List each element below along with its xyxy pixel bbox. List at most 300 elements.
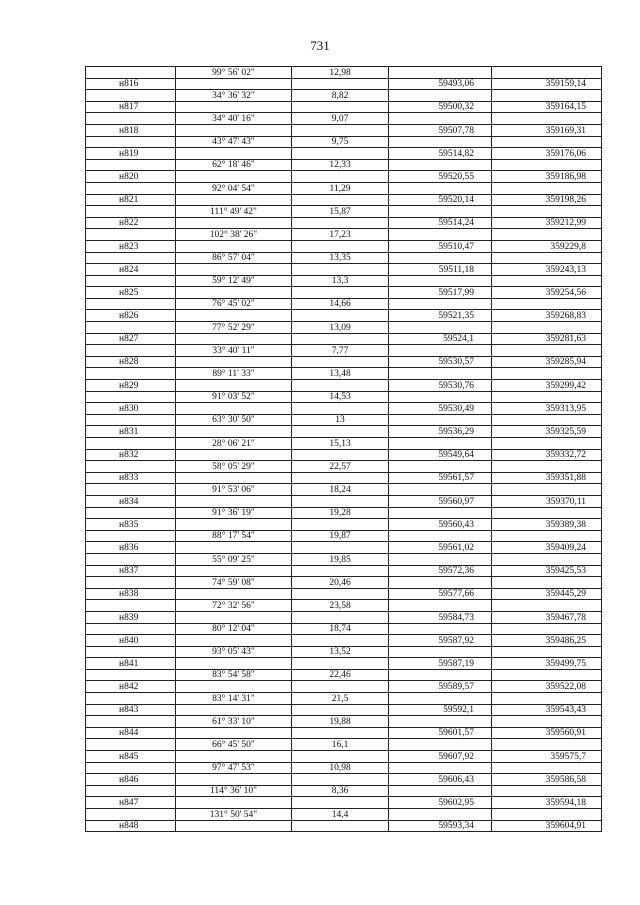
direction-angle-cell	[176, 565, 292, 577]
length-cell: 14,53	[292, 391, 389, 403]
point-name-cell: н837	[86, 565, 176, 577]
direction-angle-cell	[176, 194, 292, 206]
length-cell: 22,57	[292, 461, 389, 473]
length-cell	[292, 240, 389, 252]
length-cell: 13,3	[292, 275, 389, 287]
direction-angle-cell: 99° 56' 02"	[176, 67, 292, 79]
direction-angle-cell	[176, 171, 292, 183]
point-name-cell: н821	[86, 194, 176, 206]
direction-angle-cell	[176, 519, 292, 531]
y-coordinate-cell: 359212,99	[492, 217, 602, 229]
table-row	[86, 716, 602, 728]
table-row	[86, 101, 602, 113]
length-cell: 16,1	[292, 739, 389, 751]
point-name-cell	[86, 298, 176, 310]
y-coordinate-cell	[492, 762, 602, 774]
y-coordinate-cell	[492, 414, 602, 426]
table-row	[86, 704, 602, 716]
x-coordinate-cell: 59500,32	[389, 101, 492, 113]
point-name-cell	[86, 136, 176, 148]
length-cell	[292, 495, 389, 507]
x-coordinate-cell: 59536,29	[389, 426, 492, 438]
y-coordinate-cell	[492, 739, 602, 751]
length-cell: 8,36	[292, 785, 389, 797]
x-coordinate-cell: 59602,95	[389, 797, 492, 809]
x-coordinate-cell	[389, 530, 492, 542]
direction-angle-cell	[176, 264, 292, 276]
point-name-cell	[86, 391, 176, 403]
point-name-cell: н823	[86, 240, 176, 252]
length-cell: 9,75	[292, 136, 389, 148]
y-coordinate-cell	[492, 484, 602, 496]
y-coordinate-cell: 359425,53	[492, 565, 602, 577]
direction-angle-cell	[176, 495, 292, 507]
length-cell: 13,48	[292, 368, 389, 380]
direction-angle-cell	[176, 287, 292, 299]
y-coordinate-cell: 359467,78	[492, 611, 602, 623]
table-row	[86, 67, 602, 79]
direction-angle-cell: 77° 52' 29"	[176, 322, 292, 334]
y-coordinate-cell	[492, 693, 602, 705]
y-coordinate-cell: 359604,91	[492, 820, 602, 832]
x-coordinate-cell	[389, 623, 492, 635]
x-coordinate-cell	[389, 646, 492, 658]
direction-angle-cell: 63° 30' 50"	[176, 414, 292, 426]
y-coordinate-cell	[492, 809, 602, 821]
x-coordinate-cell: 59521,35	[389, 310, 492, 322]
length-cell: 13,35	[292, 252, 389, 264]
x-coordinate-cell	[389, 391, 492, 403]
direction-angle-cell: 86° 57' 04"	[176, 252, 292, 264]
direction-angle-cell: 58° 05' 29"	[176, 461, 292, 473]
x-coordinate-cell	[389, 600, 492, 612]
y-coordinate-cell: 359198,26	[492, 194, 602, 206]
x-coordinate-cell: 59520,55	[389, 171, 492, 183]
x-coordinate-cell	[389, 739, 492, 751]
table-row	[86, 507, 602, 519]
table-row	[86, 495, 602, 507]
table-row	[86, 739, 602, 751]
x-coordinate-cell: 59606,43	[389, 774, 492, 786]
table-row	[86, 426, 602, 438]
table-row	[86, 194, 602, 206]
y-coordinate-cell	[492, 252, 602, 264]
point-name-cell	[86, 716, 176, 728]
direction-angle-cell: 43° 47' 43"	[176, 136, 292, 148]
direction-angle-cell	[176, 217, 292, 229]
x-coordinate-cell	[389, 136, 492, 148]
y-coordinate-cell	[492, 136, 602, 148]
point-name-cell: н836	[86, 542, 176, 554]
y-coordinate-cell: 359409,24	[492, 542, 602, 554]
direction-angle-cell: 131° 50' 54"	[176, 809, 292, 821]
point-name-cell	[86, 345, 176, 357]
direction-angle-cell: 111° 49' 42"	[176, 206, 292, 218]
direction-angle-cell: 55° 09' 25"	[176, 553, 292, 565]
table-row	[86, 519, 602, 531]
x-coordinate-cell	[389, 345, 492, 357]
direction-angle-cell	[176, 588, 292, 600]
length-cell: 11,29	[292, 182, 389, 194]
table-row	[86, 90, 602, 102]
x-coordinate-cell	[389, 206, 492, 218]
direction-angle-cell: 62° 18' 46"	[176, 159, 292, 171]
y-coordinate-cell	[492, 577, 602, 589]
direction-angle-cell	[176, 78, 292, 90]
table-row	[86, 611, 602, 623]
length-cell	[292, 820, 389, 832]
y-coordinate-cell: 359229,8	[492, 240, 602, 252]
table-row	[86, 820, 602, 832]
table-row	[86, 356, 602, 368]
direction-angle-cell	[176, 751, 292, 763]
length-cell	[292, 449, 389, 461]
length-cell: 14,4	[292, 809, 389, 821]
table-row	[86, 681, 602, 693]
direction-angle-cell: 83° 14' 31"	[176, 693, 292, 705]
table-row	[86, 78, 602, 90]
table-row	[86, 646, 602, 658]
point-name-cell: н838	[86, 588, 176, 600]
table-row	[86, 391, 602, 403]
x-coordinate-cell: 59530,57	[389, 356, 492, 368]
point-name-cell: н827	[86, 333, 176, 345]
x-coordinate-cell	[389, 90, 492, 102]
x-coordinate-cell	[389, 507, 492, 519]
y-coordinate-cell: 359389,38	[492, 519, 602, 531]
length-cell: 18,24	[292, 484, 389, 496]
y-coordinate-cell	[492, 391, 602, 403]
direction-angle-cell: 72° 32' 56"	[176, 600, 292, 612]
direction-angle-cell: 76° 45' 02"	[176, 298, 292, 310]
table-row	[86, 600, 602, 612]
length-cell	[292, 101, 389, 113]
x-coordinate-cell	[389, 785, 492, 797]
point-name-cell	[86, 762, 176, 774]
point-name-cell: н835	[86, 519, 176, 531]
length-cell	[292, 658, 389, 670]
point-name-cell: н831	[86, 426, 176, 438]
direction-angle-cell	[176, 356, 292, 368]
length-cell: 14,66	[292, 298, 389, 310]
length-cell: 20,46	[292, 577, 389, 589]
x-coordinate-cell	[389, 322, 492, 334]
point-name-cell: н825	[86, 287, 176, 299]
x-coordinate-cell: 59493,06	[389, 78, 492, 90]
x-coordinate-cell	[389, 275, 492, 287]
point-name-cell: н828	[86, 356, 176, 368]
point-name-cell	[86, 507, 176, 519]
x-coordinate-cell: 59592,1	[389, 704, 492, 716]
direction-angle-cell: 74° 59' 08"	[176, 577, 292, 589]
point-name-cell: н829	[86, 380, 176, 392]
point-name-cell	[86, 414, 176, 426]
point-name-cell	[86, 809, 176, 821]
length-cell	[292, 148, 389, 160]
x-coordinate-cell: 59572,36	[389, 565, 492, 577]
point-name-cell: н833	[86, 472, 176, 484]
direction-angle-cell	[176, 403, 292, 415]
table-row	[86, 136, 602, 148]
point-name-cell: н843	[86, 704, 176, 716]
point-name-cell	[86, 252, 176, 264]
point-name-cell: н832	[86, 449, 176, 461]
table-row	[86, 252, 602, 264]
y-coordinate-cell: 359281,63	[492, 333, 602, 345]
point-name-cell	[86, 461, 176, 473]
x-coordinate-cell	[389, 159, 492, 171]
length-cell: 7,77	[292, 345, 389, 357]
x-coordinate-cell: 59607,92	[389, 751, 492, 763]
x-coordinate-cell	[389, 368, 492, 380]
x-coordinate-cell	[389, 484, 492, 496]
direction-angle-cell: 114° 36' 10"	[176, 785, 292, 797]
direction-angle-cell: 61° 33' 10"	[176, 716, 292, 728]
x-coordinate-cell	[389, 762, 492, 774]
length-cell: 8,82	[292, 90, 389, 102]
table-row	[86, 148, 602, 160]
y-coordinate-cell	[492, 646, 602, 658]
point-name-cell	[86, 90, 176, 102]
table-row	[86, 751, 602, 763]
point-name-cell	[86, 646, 176, 658]
length-cell	[292, 611, 389, 623]
table-row	[86, 182, 602, 194]
x-coordinate-cell: 59587,92	[389, 635, 492, 647]
y-coordinate-cell: 359186,98	[492, 171, 602, 183]
table-row	[86, 658, 602, 670]
length-cell	[292, 171, 389, 183]
length-cell	[292, 380, 389, 392]
x-coordinate-cell: 59589,57	[389, 681, 492, 693]
point-name-cell	[86, 113, 176, 125]
y-coordinate-cell: 359325,59	[492, 426, 602, 438]
point-name-cell	[86, 484, 176, 496]
x-coordinate-cell	[389, 553, 492, 565]
length-cell	[292, 333, 389, 345]
table-row	[86, 461, 602, 473]
y-coordinate-cell	[492, 623, 602, 635]
point-name-cell: н834	[86, 495, 176, 507]
direction-angle-cell	[176, 542, 292, 554]
y-coordinate-cell	[492, 275, 602, 287]
x-coordinate-cell: 59514,82	[389, 148, 492, 160]
direction-angle-cell	[176, 148, 292, 160]
table-row	[86, 484, 602, 496]
direction-angle-cell	[176, 124, 292, 136]
table-row	[86, 762, 602, 774]
direction-angle-cell: 88° 17' 54"	[176, 530, 292, 542]
direction-angle-cell: 33° 40' 11"	[176, 345, 292, 357]
length-cell: 9,07	[292, 113, 389, 125]
length-cell	[292, 635, 389, 647]
point-name-cell	[86, 275, 176, 287]
x-coordinate-cell: 59560,97	[389, 495, 492, 507]
length-cell	[292, 124, 389, 136]
x-coordinate-cell: 59524,1	[389, 333, 492, 345]
table-row	[86, 275, 602, 287]
table-row	[86, 623, 602, 635]
point-name-cell	[86, 553, 176, 565]
y-coordinate-cell: 359522,08	[492, 681, 602, 693]
point-name-cell: н844	[86, 727, 176, 739]
x-coordinate-cell	[389, 438, 492, 450]
x-coordinate-cell	[389, 693, 492, 705]
length-cell: 19,85	[292, 553, 389, 565]
length-cell	[292, 217, 389, 229]
length-cell: 13,09	[292, 322, 389, 334]
direction-angle-cell	[176, 449, 292, 461]
direction-angle-cell	[176, 797, 292, 809]
direction-angle-cell	[176, 681, 292, 693]
x-coordinate-cell	[389, 577, 492, 589]
direction-angle-cell: 28° 06' 21"	[176, 438, 292, 450]
y-coordinate-cell	[492, 368, 602, 380]
direction-angle-cell	[176, 704, 292, 716]
point-name-cell	[86, 739, 176, 751]
point-name-cell: н826	[86, 310, 176, 322]
length-cell	[292, 797, 389, 809]
length-cell: 13	[292, 414, 389, 426]
table-row	[86, 240, 602, 252]
y-coordinate-cell: 359299,42	[492, 380, 602, 392]
table-row	[86, 472, 602, 484]
direction-angle-cell	[176, 727, 292, 739]
direction-angle-cell	[176, 774, 292, 786]
length-cell	[292, 78, 389, 90]
direction-angle-cell: 80° 12' 04"	[176, 623, 292, 635]
point-name-cell: н818	[86, 124, 176, 136]
table-row	[86, 577, 602, 589]
point-name-cell	[86, 623, 176, 635]
table-body	[86, 67, 602, 832]
y-coordinate-cell	[492, 600, 602, 612]
point-name-cell	[86, 322, 176, 334]
table-row	[86, 287, 602, 299]
x-coordinate-cell: 59549,64	[389, 449, 492, 461]
length-cell	[292, 472, 389, 484]
table-row	[86, 530, 602, 542]
table-row	[86, 809, 602, 821]
x-coordinate-cell	[389, 182, 492, 194]
point-name-cell: н841	[86, 658, 176, 670]
x-coordinate-cell: 59510,47	[389, 240, 492, 252]
y-coordinate-cell: 359499,75	[492, 658, 602, 670]
x-coordinate-cell: 59561,02	[389, 542, 492, 554]
direction-angle-cell	[176, 658, 292, 670]
table-row	[86, 449, 602, 461]
point-name-cell: н840	[86, 635, 176, 647]
length-cell: 23,58	[292, 600, 389, 612]
y-coordinate-cell	[492, 669, 602, 681]
length-cell: 12,33	[292, 159, 389, 171]
point-name-cell	[86, 67, 176, 79]
point-name-cell	[86, 785, 176, 797]
y-coordinate-cell: 359332,72	[492, 449, 602, 461]
length-cell: 19,87	[292, 530, 389, 542]
length-cell: 13,52	[292, 646, 389, 658]
x-coordinate-cell: 59511,18	[389, 264, 492, 276]
table-row	[86, 774, 602, 786]
point-name-cell: н824	[86, 264, 176, 276]
direction-angle-cell: 83° 54' 58"	[176, 669, 292, 681]
direction-angle-cell: 34° 40' 16"	[176, 113, 292, 125]
length-cell	[292, 356, 389, 368]
y-coordinate-cell: 359594,18	[492, 797, 602, 809]
x-coordinate-cell: 59587,19	[389, 658, 492, 670]
table-row	[86, 264, 602, 276]
table-row	[86, 542, 602, 554]
table-row	[86, 217, 602, 229]
y-coordinate-cell: 359445,29	[492, 588, 602, 600]
direction-angle-cell: 92° 04' 54"	[176, 182, 292, 194]
x-coordinate-cell: 59584,73	[389, 611, 492, 623]
direction-angle-cell	[176, 101, 292, 113]
table-row	[86, 298, 602, 310]
x-coordinate-cell	[389, 669, 492, 681]
y-coordinate-cell	[492, 229, 602, 241]
table-row	[86, 310, 602, 322]
y-coordinate-cell: 359351,88	[492, 472, 602, 484]
direction-angle-cell: 91° 53' 06"	[176, 484, 292, 496]
point-name-cell	[86, 229, 176, 241]
y-coordinate-cell: 359313,95	[492, 403, 602, 415]
y-coordinate-cell: 359370,11	[492, 495, 602, 507]
y-coordinate-cell	[492, 113, 602, 125]
table-row	[86, 669, 602, 681]
y-coordinate-cell	[492, 785, 602, 797]
table-row	[86, 403, 602, 415]
x-coordinate-cell: 59517,99	[389, 287, 492, 299]
y-coordinate-cell: 359560,91	[492, 727, 602, 739]
direction-angle-cell: 91° 36' 19"	[176, 507, 292, 519]
y-coordinate-cell	[492, 530, 602, 542]
table-row	[86, 797, 602, 809]
table-row	[86, 124, 602, 136]
table-row	[86, 333, 602, 345]
length-cell	[292, 403, 389, 415]
direction-angle-cell: 34° 36' 32"	[176, 90, 292, 102]
length-cell	[292, 704, 389, 716]
length-cell: 15,87	[292, 206, 389, 218]
length-cell	[292, 426, 389, 438]
table-row	[86, 727, 602, 739]
point-name-cell: н820	[86, 171, 176, 183]
y-coordinate-cell	[492, 182, 602, 194]
direction-angle-cell: 93° 05' 43"	[176, 646, 292, 658]
y-coordinate-cell: 359176,06	[492, 148, 602, 160]
point-name-cell	[86, 600, 176, 612]
table-row	[86, 113, 602, 125]
y-coordinate-cell: 359486,25	[492, 635, 602, 647]
table-row	[86, 322, 602, 334]
length-cell	[292, 727, 389, 739]
x-coordinate-cell: 59593,34	[389, 820, 492, 832]
point-name-cell	[86, 530, 176, 542]
length-cell: 10,98	[292, 762, 389, 774]
y-coordinate-cell	[492, 716, 602, 728]
length-cell: 21,5	[292, 693, 389, 705]
length-cell	[292, 588, 389, 600]
x-coordinate-cell: 59507,78	[389, 124, 492, 136]
y-coordinate-cell	[492, 461, 602, 473]
y-coordinate-cell	[492, 345, 602, 357]
direction-angle-cell: 91° 03' 52"	[176, 391, 292, 403]
y-coordinate-cell	[492, 298, 602, 310]
length-cell: 19,28	[292, 507, 389, 519]
y-coordinate-cell	[492, 206, 602, 218]
point-name-cell	[86, 669, 176, 681]
